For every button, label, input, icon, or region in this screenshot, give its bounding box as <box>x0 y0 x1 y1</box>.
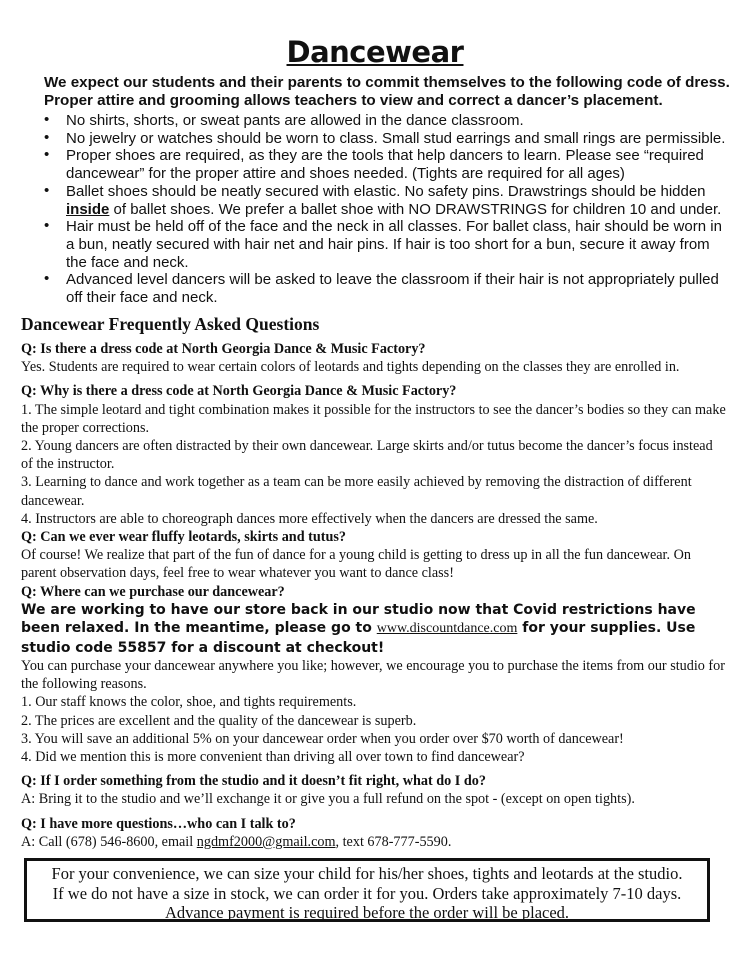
page-title: Dancewear <box>286 35 464 69</box>
contact-answer <box>21 833 727 851</box>
faq-answer-item: 4. Instructors are able to choreograph dances more effectively when the dancers are dressed the same. <box>21 510 598 527</box>
faq-answer-item: 1. Our staff knows the color, shoe, and tights requirements. <box>21 694 357 711</box>
rule-emphasis: inside <box>66 200 110 218</box>
faq-answer: A: Bring it to the studio and we’ll exchange it or give you a full refund on the spot - (except on open tights). <box>21 791 635 808</box>
sizing-notice-box <box>24 858 710 922</box>
faq-answer: Yes. Students are required to wear certain colors of leotards and tights depending on the classes they are enrolled in. <box>21 359 680 376</box>
rule-text-before: Ballet shoes should be neatly secured with elastic. No safety pins. Drawstrings should be hidden <box>66 182 706 200</box>
rule-text: Proper shoes are required, as they are the tools that help dancers to learn. Please see “required dancewear” for the proper attire and shoes needed. (Tights are required for all ages) <box>66 147 704 183</box>
dress-code-list <box>44 112 734 307</box>
list-item <box>44 112 734 130</box>
faq-question: Q: I have more questions…who can I talk to? <box>21 815 296 832</box>
bullet: • <box>44 270 50 288</box>
list-item <box>44 183 734 218</box>
rule-text: Hair must be held off of the face and the neck in all classes. For ballet class, hair should be worn in a bun, neatly secured with hair net and hair pins. If hair is too short for a bun, secure it away from the face and neck. <box>66 218 722 271</box>
faq-question: Q: Can we ever wear fluffy leotards, skirts and tutus? <box>21 529 346 546</box>
bullet: • <box>44 111 50 128</box>
list-item <box>44 218 734 271</box>
discountdance-link[interactable]: www.discountdance.com <box>376 621 518 637</box>
bullet: • <box>44 146 50 164</box>
store-text-before: We are working to have our store back in our studio now that Covid restrictions have been relaxed. In the meantime, please go to <box>21 601 696 637</box>
faq-answer-item: 3. Learning to dance and work together as a team can be more easily achieved by removing the distraction of different dancewear. <box>21 474 692 509</box>
faq-answer-item: 2. Young dancers are often distracted by their own dancewear. Large skirts and/or tutus become the dancer’s focus instead of the instructor. <box>21 438 713 473</box>
list-item <box>44 147 734 182</box>
faq-answer-item: 3. You will save an additional 5% on your dancewear order when you order over $70 worth of dancewear! <box>21 730 624 747</box>
intro-paragraph: We expect our students and their parents to commit themselves to the following code of dress. Proper attire and grooming allows teachers to view and correct a dancer’s placement. <box>44 74 730 109</box>
faq-question: Q: Is there a dress code at North Georgia Dance & Music Factory? <box>21 341 426 357</box>
store-announcement <box>21 601 727 657</box>
list-item <box>44 130 734 148</box>
store-text-after: for your supplies. Use studio code 55857 for a discount at checkout! <box>21 620 696 656</box>
notice-line: For your convenience, we can size your child for his/her shoes, tights and leotards at the studio. <box>51 864 683 883</box>
rule-text-after: of ballet shoes. We prefer a ballet shoe with NO DRAWSTRINGS for children 10 and under. <box>109 200 722 218</box>
bullet: • <box>44 217 50 235</box>
notice-line: If we do not have a size in stock, we can order it for you. Orders take approximately 7-10 days. <box>52 883 682 903</box>
list-item <box>44 271 734 306</box>
rule-text: No shirts, shorts, or sweat pants are allowed in the dance classroom. <box>66 112 524 129</box>
faq-heading: Dancewear Frequently Asked Questions <box>21 314 320 334</box>
notice-line: Advance payment is required before the order will be placed. <box>164 903 570 922</box>
contact-text-after: , text 678-777-5590. <box>335 833 452 850</box>
faq-question: Q: If I order something from the studio and it doesn’t fit right, what do I do? <box>21 773 486 790</box>
rule-text: Advanced level dancers will be asked to leave the classroom if their hair is not appropriately pulled off their face and neck. <box>66 271 719 307</box>
faq-question: Q: Where can we purchase our dancewear? <box>21 583 285 600</box>
faq-answer: Of course! We realize that part of the fun of dance for a young child is getting to dress up in all the fun dancewear. On parent observation days, feel free to wear whatever you want to dance class! <box>21 547 691 582</box>
faq-answer-item: 2. The prices are excellent and the quality of the dancewear is superb. <box>21 712 417 729</box>
faq-question: Q: Why is there a dress code at North Georgia Dance & Music Factory? <box>21 383 457 400</box>
faq-answer: You can purchase your dancewear anywhere you like; however, we encourage you to purchase the items from our studio for the following reasons. <box>21 658 725 693</box>
bullet: • <box>44 128 50 146</box>
faq-answer-item: 4. Did we mention this is more convenient than driving all over town to find dancewear? <box>21 749 525 766</box>
contact-text-before: A: Call (678) 546-8600, email <box>21 833 197 850</box>
email-link[interactable]: ngdmf2000@gmail.com <box>196 833 336 850</box>
faq-answer-item: 1. The simple leotard and tight combination makes it possible for the instructors to see the dancer’s bodies so they can make the proper corrections. <box>21 401 726 436</box>
faq-section <box>21 340 727 851</box>
bullet: • <box>44 181 50 199</box>
rule-text: No jewelry or watches should be worn to class. Small stud earrings and small rings are permissible. <box>66 129 726 147</box>
